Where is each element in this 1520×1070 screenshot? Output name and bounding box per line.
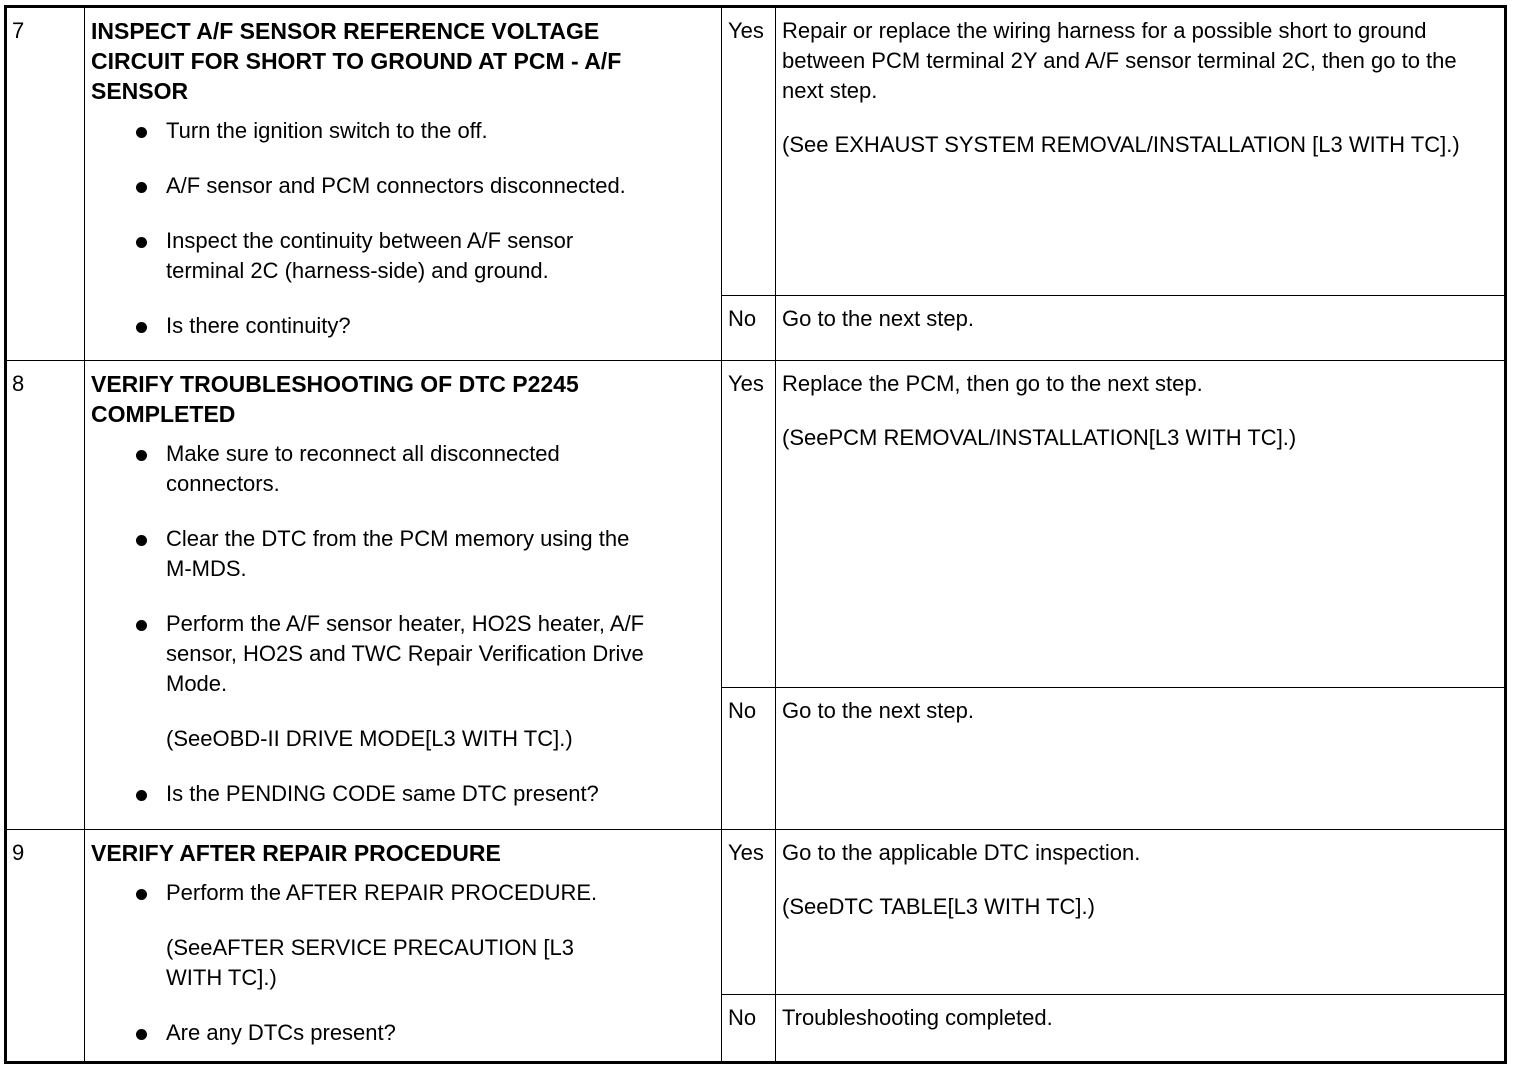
no-label: No	[722, 688, 776, 829]
result-no	[722, 994, 1504, 1061]
no-description: Go to the next step.	[782, 698, 975, 723]
bullet-item: Inspect the continuity between A/F sensor terminal 2C (harness-side) and ground.	[91, 226, 646, 286]
no-text	[776, 995, 1504, 1061]
bullet-icon	[136, 322, 147, 333]
bullet-item: Is there continuity?	[91, 311, 711, 341]
no-description: Go to the next step.	[782, 306, 975, 331]
no-label: No	[722, 995, 776, 1061]
step-action	[85, 361, 722, 829]
yes-reference: (SeePCM REMOVAL/INSTALLATION[L3 WITH TC].)	[782, 425, 1297, 450]
troubleshooting-table	[4, 5, 1507, 1064]
result-yes	[722, 361, 1504, 688]
yes-description: Go to the applicable DTC inspection.	[782, 840, 1141, 865]
table-row-step-8	[7, 360, 1504, 829]
yes-text	[776, 830, 1504, 995]
bullet-item: Perform the AFTER REPAIR PROCEDURE.	[91, 878, 711, 908]
step-number: 8	[7, 361, 85, 829]
step-result	[722, 830, 1504, 1061]
no-label: No	[722, 296, 776, 360]
yes-reference: (SeeDTC TABLE[L3 WITH TC].)	[782, 894, 1095, 919]
bullet-icon	[136, 889, 147, 900]
bullet-item: Turn the ignition switch to the off.	[91, 116, 711, 146]
yes-text	[776, 8, 1504, 296]
step-result	[722, 8, 1504, 360]
result-yes	[722, 830, 1504, 995]
drive-mode-reference: (SeeOBD-II DRIVE MODE[L3 WITH TC].)	[166, 726, 573, 751]
yes-label: Yes	[722, 830, 776, 995]
result-no	[722, 295, 1504, 360]
step-number: 9	[7, 830, 85, 1061]
table-row-step-9	[7, 829, 1504, 1061]
step-action	[85, 830, 722, 1061]
yes-text	[776, 361, 1504, 688]
bullet-icon	[136, 790, 147, 801]
bullet-item: Clear the DTC from the PCM memory using the M-MDS.	[91, 524, 656, 584]
bullet-item: Are any DTCs present?	[91, 1018, 711, 1048]
bullet-icon	[136, 127, 147, 138]
bullet-item: Perform the A/F sensor heater, HO2S heater, A/F sensor, HO2S and TWC Repair Verification Drive Mode.	[91, 609, 676, 699]
step-action	[85, 8, 722, 360]
step-result	[722, 361, 1504, 829]
bullet-item: Make sure to reconnect all disconnected connectors.	[91, 439, 636, 499]
bullet-icon	[136, 237, 147, 248]
result-yes	[722, 8, 1504, 296]
table-row-step-7	[7, 8, 1504, 360]
step-title: VERIFY TROUBLESHOOTING OF DTC P2245 COMPLETED	[91, 371, 579, 427]
bullet-icon	[136, 620, 147, 631]
bullet-item: Is the PENDING CODE same DTC present?	[91, 779, 711, 809]
bullet-icon	[136, 182, 147, 193]
step-title: VERIFY AFTER REPAIR PROCEDURE	[91, 840, 501, 866]
bullet-icon	[136, 1029, 147, 1040]
no-text	[776, 688, 1504, 829]
bullet-item: A/F sensor and PCM connectors disconnected.	[91, 171, 711, 201]
step-title: INSPECT A/F SENSOR REFERENCE VOLTAGE CIRCUIT FOR SHORT TO GROUND AT PCM - A/F SENSOR	[91, 18, 622, 104]
yes-label: Yes	[722, 361, 776, 688]
no-text	[776, 296, 1504, 360]
service-precaution-reference: (SeeAFTER SERVICE PRECAUTION [L3 WITH TC].)	[166, 935, 574, 990]
bullet-icon	[136, 535, 147, 546]
yes-reference: (See EXHAUST SYSTEM REMOVAL/INSTALLATION [L3 WITH TC].)	[782, 132, 1460, 157]
yes-description: Replace the PCM, then go to the next step.	[782, 371, 1203, 396]
yes-description: Repair or replace the wiring harness for a possible short to ground between PCM terminal 2Y and A/F sensor terminal 2C, then go to the next step.	[782, 18, 1457, 103]
no-description: Troubleshooting completed.	[782, 1005, 1053, 1030]
bullet-icon	[136, 450, 147, 461]
yes-label: Yes	[722, 8, 776, 296]
result-no	[722, 687, 1504, 829]
step-number: 7	[7, 8, 85, 360]
